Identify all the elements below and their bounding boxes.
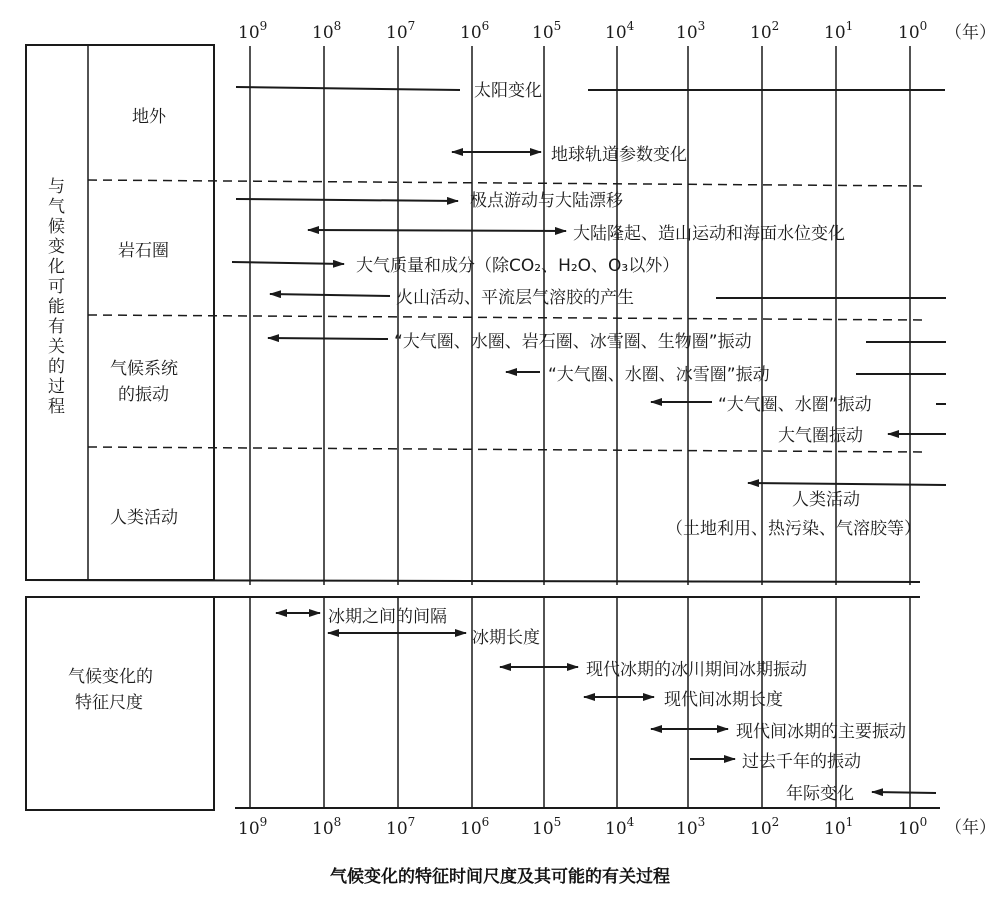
bottom-axis-ticks — [238, 815, 927, 839]
bottom-tick-label-9: $10^9$ — [238, 815, 268, 839]
upper-title-char: 程 — [48, 397, 65, 417]
category-climate-system-line1: 气候系统 — [110, 359, 178, 379]
top-tick-label-6: $10^6$ — [460, 19, 490, 43]
upper-title-char: 候 — [48, 217, 65, 237]
scale-label-modern-interglacial-length: 现代间冰期长度 — [664, 690, 783, 710]
upper-title-char: 过 — [48, 377, 65, 397]
bottom-tick-label-6: $10^6$ — [460, 815, 490, 839]
bottom-tick-label-4: $10^4$ — [605, 815, 635, 839]
lower-title-line2: 特征尺度 — [75, 693, 143, 713]
process-label-sphere2: “大气圈、水圈”振动 — [718, 395, 872, 415]
category-climate-system-line2: 的振动 — [118, 385, 169, 405]
upper-title-char: 能 — [48, 297, 65, 317]
process-solar-line-left — [236, 87, 460, 90]
process-human-arrow — [748, 483, 946, 485]
top-axis-ticks — [238, 19, 927, 43]
process-label-continental: 大陆隆起、造山运动和海面水位变化 — [573, 224, 845, 244]
top-tick-label-8: $10^8$ — [312, 19, 342, 43]
bottom-tick-label-8: $10^8$ — [312, 815, 342, 839]
bottom-tick-label-3: $10^3$ — [676, 815, 706, 839]
category-extraterrestrial: 地外 — [132, 107, 166, 127]
process-label-human: 人类活动 — [792, 490, 860, 510]
top-tick-label-3: $10^3$ — [676, 19, 706, 43]
bottom-tick-label-1: $10^1$ — [824, 815, 854, 839]
process-polar-arrow — [236, 199, 458, 201]
bottom-tick-label-7: $10^7$ — [386, 815, 416, 839]
top-tick-label-7: $10^7$ — [386, 19, 416, 43]
figure-caption: 气候变化的特征时间尺度及其可能的有关过程 — [330, 867, 670, 887]
upper-title — [48, 177, 65, 417]
process-label-solar: 太阳变化 — [474, 81, 542, 101]
scale-label-glacial-length: 冰期长度 — [472, 628, 540, 648]
top-tick-label-1: $10^1$ — [824, 19, 854, 43]
upper-title-char: 的 — [48, 357, 65, 377]
process-atmos-mass-arrow — [232, 262, 344, 264]
process-label-orbital: 地球轨道参数变化 — [551, 145, 687, 165]
process-label-volcanic: 火山活动、平流层气溶胶的产生 — [396, 288, 634, 308]
upper-title-char: 可 — [48, 277, 65, 297]
top-tick-label-0: $10^0$ — [898, 19, 928, 43]
lower-title-line1: 气候变化的 — [68, 667, 153, 687]
scale-label-interannual: 年际变化 — [786, 784, 854, 804]
category-human: 人类活动 — [110, 508, 178, 528]
process-label-sphere3: “大气圈、水圈、冰雪圈”振动 — [548, 365, 770, 385]
upper-title-char: 有 — [48, 317, 65, 337]
scale-label-interglacial-interval: 冰期之间的间隔 — [328, 607, 447, 627]
upper-title-char: 化 — [48, 257, 65, 277]
top-tick-label-5: $10^5$ — [532, 19, 562, 43]
upper-title-char: 关 — [48, 337, 65, 357]
process-label-atmos: 大气圈振动 — [778, 426, 863, 446]
top-tick-label-4: $10^4$ — [605, 19, 635, 43]
top-tick-label-2: $10^2$ — [750, 19, 780, 43]
top-tick-label-9: $10^9$ — [238, 19, 268, 43]
scale-label-modern-glacial-oscillation: 现代冰期的冰川期间冰期振动 — [586, 660, 807, 680]
gridlines-lower — [250, 597, 910, 808]
upper-title-char: 变 — [48, 237, 65, 257]
category-lithosphere: 岩石圈 — [118, 241, 169, 261]
process-label-atmos-mass: 大气质量和成分（除CO₂、H₂O、O₃以外） — [356, 256, 680, 276]
separator-top — [26, 580, 920, 582]
process-continental-arrow — [308, 230, 566, 231]
process-volcanic-arrow-left — [270, 294, 390, 296]
scale-label-modern-interglacial-oscillation: 现代间冰期的主要振动 — [736, 722, 906, 742]
scale-interannual-arrow — [872, 792, 936, 793]
scale-label-millennium-oscillation: 过去千年的振动 — [742, 752, 861, 772]
process-label-polar: 极点游动与大陆漂移 — [470, 191, 623, 211]
bottom-tick-label-0: $10^0$ — [898, 815, 928, 839]
process-label-human-detail: （土地利用、热污染、气溶胶等） — [666, 519, 921, 539]
process-sphere5-arrow-left — [268, 338, 388, 339]
bottom-axis-unit: （年） — [945, 818, 996, 838]
top-axis-unit: （年） — [945, 23, 996, 43]
bottom-tick-label-5: $10^5$ — [532, 815, 562, 839]
upper-title-char: 与 — [48, 177, 65, 197]
process-label-sphere5: “大气圈、水圈、岩石圈、冰雪圈、生物圈”振动 — [394, 332, 752, 352]
upper-title-char: 气 — [48, 197, 65, 217]
bottom-tick-label-2: $10^2$ — [750, 815, 780, 839]
